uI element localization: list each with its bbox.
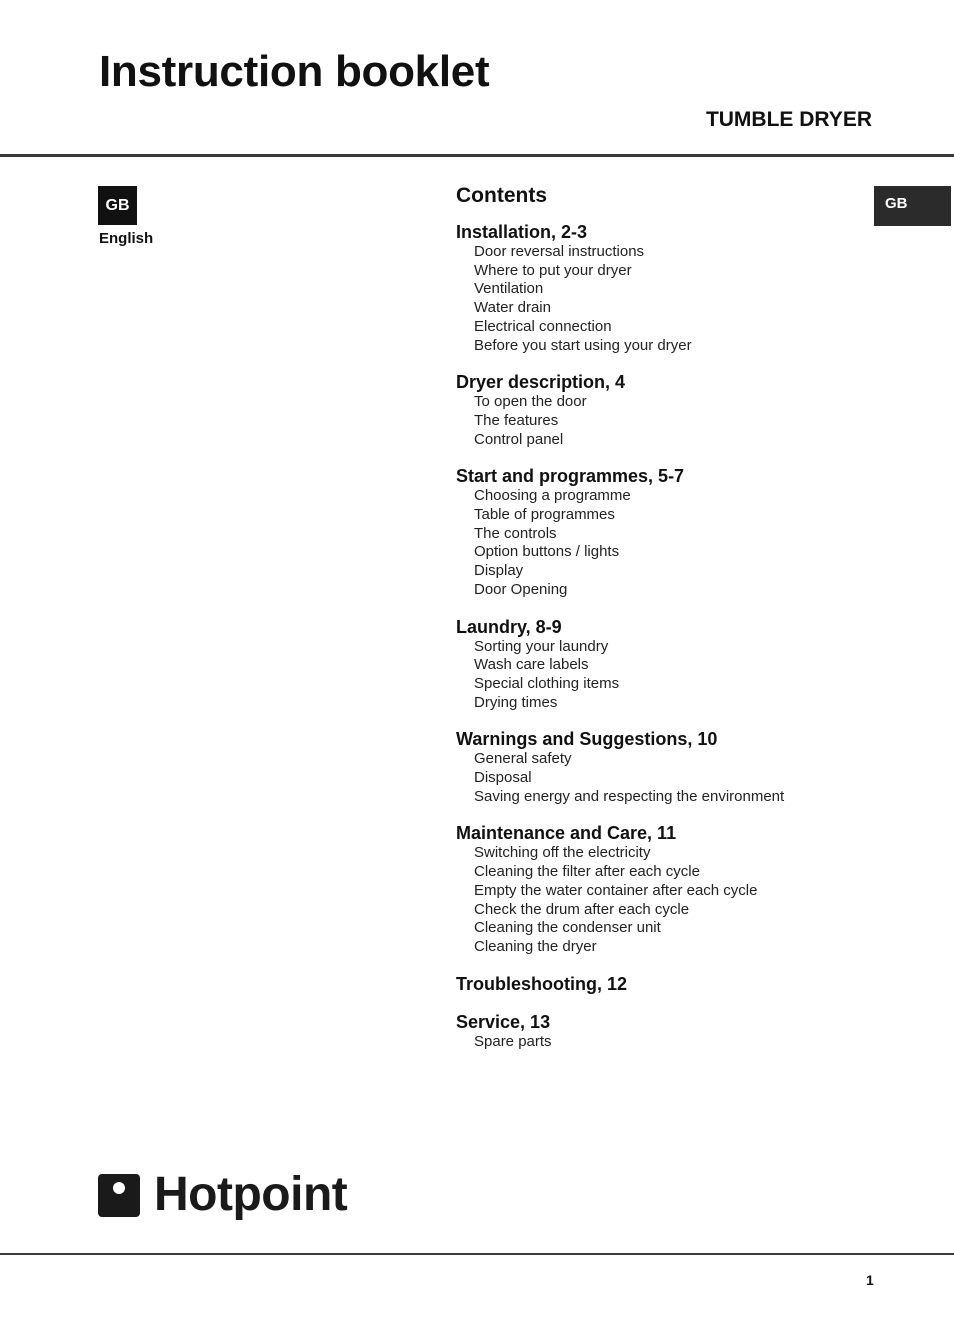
contents-item: General safety	[474, 750, 572, 768]
contents-item: Drying times	[474, 693, 558, 711]
section-title: Warnings and Suggestions, 10	[456, 729, 718, 750]
contents-item: Cleaning the filter after each cycle	[474, 863, 700, 881]
contents-item: Door reversal instructions	[474, 243, 645, 260]
section-items	[456, 243, 856, 355]
table-of-contents	[456, 182, 856, 1067]
section-title: Maintenance and Care, 11	[456, 823, 677, 844]
hotpoint-logo-icon	[98, 1174, 140, 1217]
brand-logo	[98, 1169, 347, 1221]
contents-section	[456, 221, 856, 355]
bottom-divider	[0, 1253, 954, 1255]
language-name: English	[99, 230, 154, 247]
section-title: Installation, 2-3	[456, 222, 588, 242]
contents-item: Switching off the electricity	[474, 844, 651, 862]
product-type: TUMBLE DRYER	[705, 108, 872, 131]
section-items	[456, 750, 856, 806]
contents-item: Wash care labels	[474, 656, 589, 674]
top-divider	[0, 154, 954, 157]
contents-item: The controls	[474, 524, 557, 542]
contents-item: Disposal	[474, 769, 532, 787]
contents-item: Check the drum after each cycle	[474, 900, 690, 918]
contents-item: Cleaning the condenser unit	[474, 919, 661, 937]
section-items	[456, 1033, 856, 1052]
page-number: 1	[866, 1272, 874, 1288]
contents-item: Empty the water container after each cycle	[474, 881, 758, 899]
brand-name: Hotpoint	[154, 1168, 348, 1221]
contents-item: Ventilation	[474, 280, 544, 298]
contents-section	[456, 728, 856, 806]
section-title: Troubleshooting, 12	[456, 973, 628, 994]
contents-item: Water drain	[474, 299, 551, 317]
contents-item: Spare parts	[474, 1032, 552, 1050]
section-title: Service, 13	[456, 1011, 551, 1032]
contents-section	[456, 1011, 856, 1052]
contents-item: Cleaning the dryer	[474, 937, 597, 955]
contents-item: Option buttons / lights	[474, 543, 620, 561]
contents-item: Special clothing items	[474, 674, 620, 692]
contents-item: Saving energy and respecting the environment	[474, 787, 785, 805]
section-items	[456, 638, 856, 713]
contents-item: Sorting your laundry	[474, 637, 609, 655]
contents-section	[456, 973, 856, 995]
contents-heading: Contents	[456, 184, 547, 207]
contents-item: Choosing a programme	[474, 487, 631, 505]
contents-item: Electrical connection	[474, 317, 612, 335]
section-title: Laundry, 8-9	[456, 616, 562, 637]
section-items	[456, 487, 856, 599]
contents-section	[456, 616, 856, 713]
contents-sections	[456, 221, 856, 1051]
contents-item: Display	[474, 562, 524, 580]
page-title: Instruction booklet	[99, 47, 490, 96]
contents-section	[456, 371, 856, 449]
contents-item: Control panel	[474, 430, 564, 448]
section-title: Start and programmes, 5-7	[456, 466, 685, 487]
contents-item: Table of programmes	[474, 506, 615, 524]
contents-section	[456, 822, 856, 956]
section-items	[456, 393, 856, 449]
contents-section	[456, 465, 856, 599]
section-title: Dryer description, 4	[456, 372, 626, 393]
contents-item: Before you start using your dryer	[474, 336, 692, 354]
language-badge: GB	[98, 186, 137, 225]
contents-item: Where to put your dryer	[474, 261, 632, 279]
contents-item: The features	[474, 411, 559, 429]
contents-item: To open the door	[474, 393, 587, 411]
language-side-tab: GB	[874, 186, 951, 226]
contents-item: Door Opening	[474, 580, 568, 598]
section-items	[456, 844, 856, 956]
